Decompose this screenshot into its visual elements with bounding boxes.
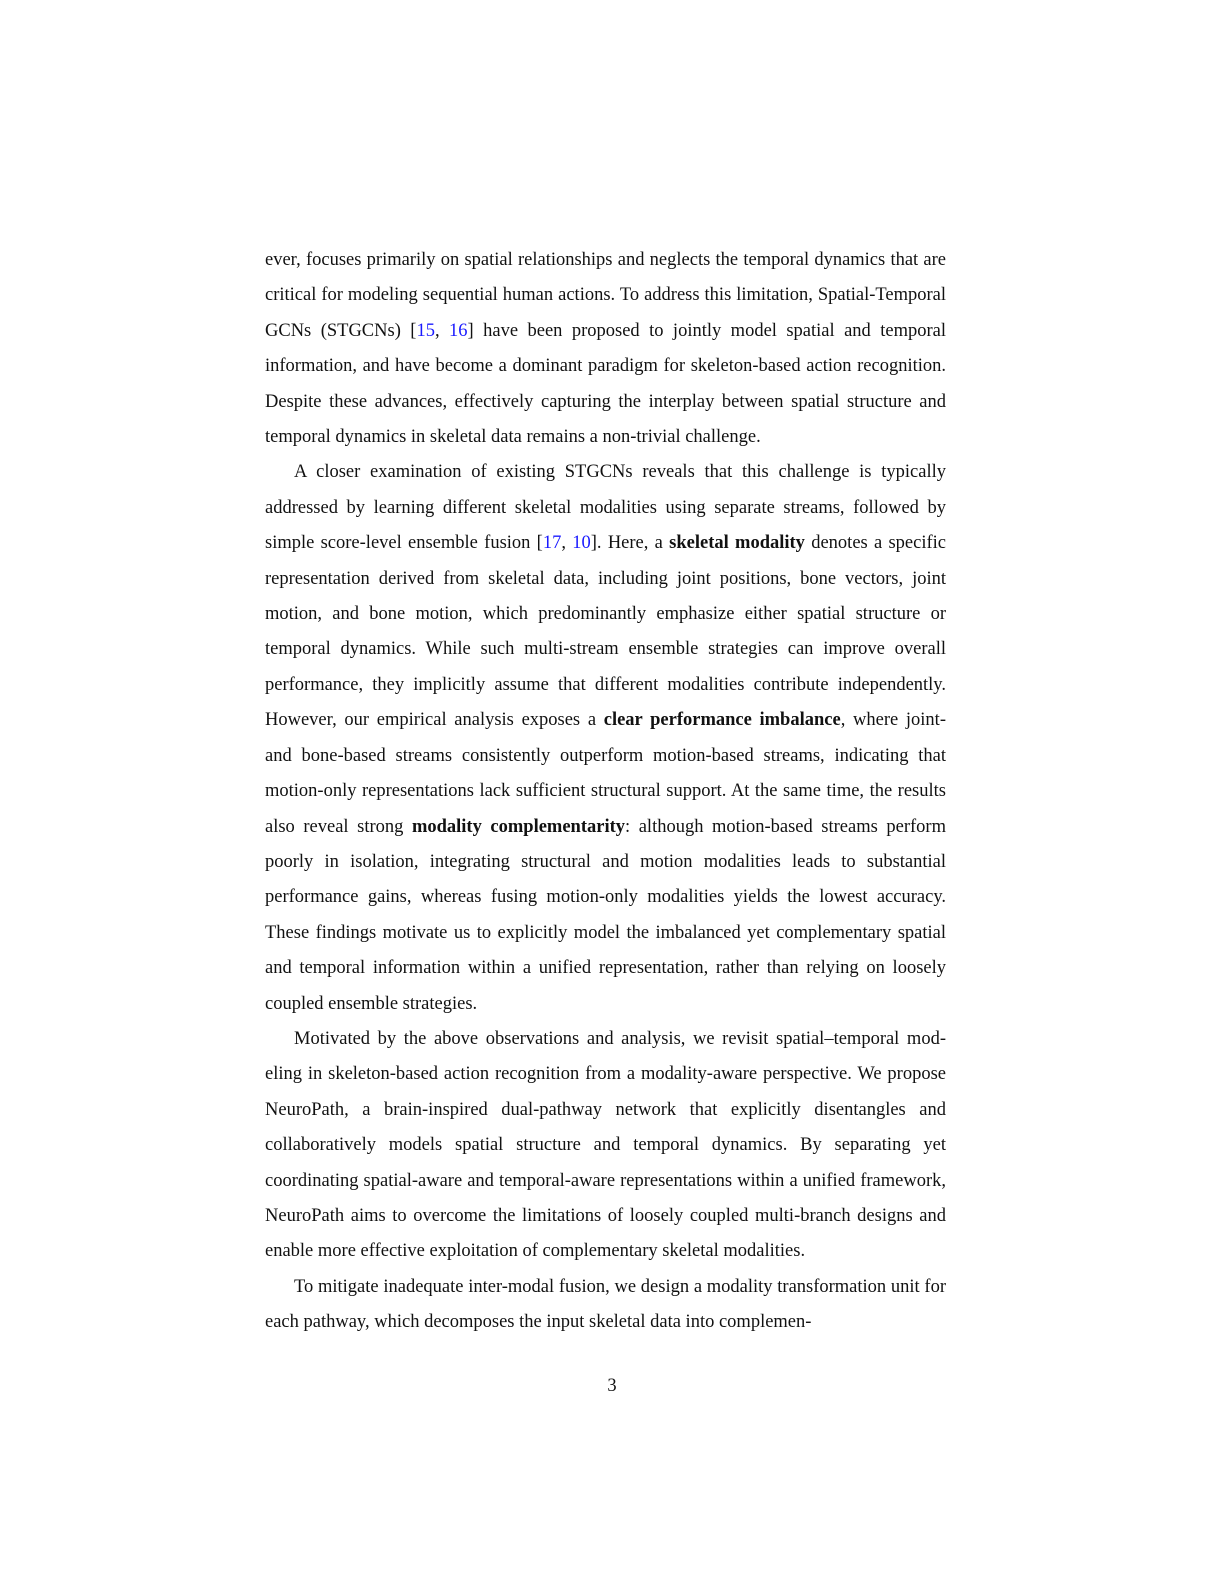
paragraph-text: A closer examination of existing STGCNs reveals that this challenge is typically addressed by learning different skeletal modalities using separate streams, followed by simple score-level ensemble fusion [ — [265, 462, 946, 554]
paragraph-text: ] have been proposed to jointly model spatial and temporal information, and have become a dominant paradigm for skeleton-based action recognition. Despite these advances, effectively capturing the interplay between spatial structure and temporal dynamics in skeletal data remains a non-trivial challenge. — [265, 320, 946, 448]
paragraph-text: To mitigate inadequate inter-modal fusion, we design a modality transformation unit for each pathway, which decomposes the input skeletal data into complemen- — [265, 1276, 946, 1333]
citation-link[interactable]: 16 — [449, 320, 468, 341]
paragraph-text: , where joint- and bone-based streams consistently outperform motion-based streams, indicating that motion-only representations lack sufficient structural support. At the same time, the results also reveal strong — [265, 710, 946, 837]
body-paragraph — [265, 1270, 946, 1341]
page-number: 3 — [607, 1376, 617, 1396]
paragraph-text: denotes a specific representation derived from skeletal data, including joint positions, bone vectors, joint motion, and bone motion, which predominantly emphasize either spatial structure or temporal dynamics. While such multi-stream ensemble strategies can improve overall performance, they implicitly assume that different modalities contribute independently. However, our empirical analysis exposes a — [265, 533, 947, 731]
citation-link[interactable]: 17 — [542, 533, 562, 554]
emphasized-term: modality complementarity — [411, 816, 626, 837]
citation-link[interactable]: 10 — [572, 533, 591, 554]
body-paragraph — [265, 243, 946, 455]
body-text-column — [265, 243, 946, 1341]
emphasized-term: skeletal modality — [669, 533, 805, 554]
paragraph-text: ]. Here, a — [590, 533, 670, 554]
paragraph-text: , — [434, 320, 450, 341]
body-paragraph — [265, 455, 946, 1022]
paragraph-text: , — [561, 533, 573, 554]
paragraph-text: Motivated by the above observations and analysis, we revisit spatial–temporal modeling in skeleton-based action recognition from a modality-aware perspective. We propose NeuroPath, a brain-inspired dual-pathway network that explicitly disentangles and collaboratively models spatial structure and temporal dynamics. By separating yet coordinating spatial-aware and temporal-aware representations within a unified framework, NeuroPath aims to overcome the limitations of loosely coupled multi-branch designs and enable more effective exploitation of complementary skeletal modalities. — [265, 1028, 946, 1262]
emphasized-term: clear performance imbalance — [603, 710, 841, 731]
body-paragraph — [265, 1022, 946, 1270]
citation-link[interactable]: 15 — [416, 320, 435, 341]
paragraph-text: ever, focuses primarily on spatial relationships and neglects the temporal dynamics that are critical for modeling sequential human actions. To address this limitation, Spatial-Temporal GCNs (STGCNs) [ — [265, 250, 946, 341]
paragraph-text: : although motion-based streams perform poorly in isolation, integrating structural and motion modalities leads to substantial performance gains, whereas fusing motion-only modalities yields the lowest accuracy. These findings motivate us to explicitly model the imbalanced yet complementary spatial and temporal information within a unified representation, rather than relying on loosely coupled ensemble strategies. — [265, 816, 946, 1014]
